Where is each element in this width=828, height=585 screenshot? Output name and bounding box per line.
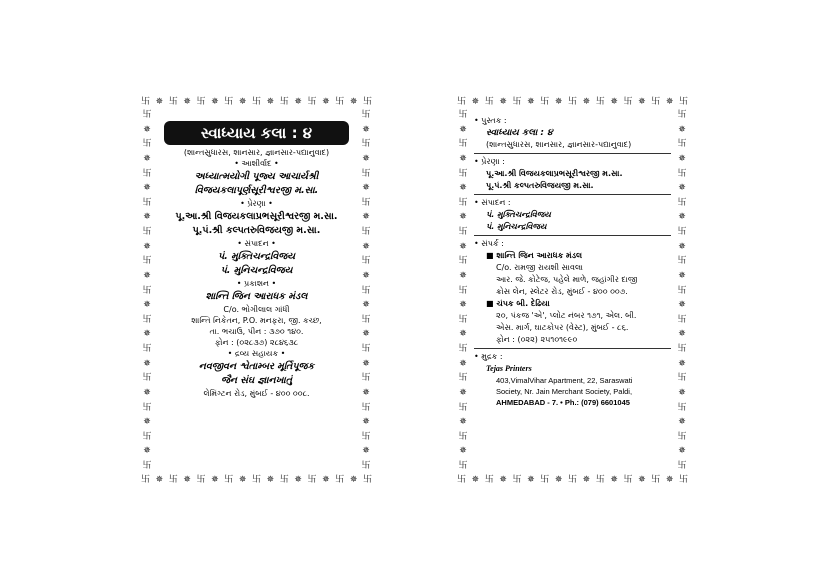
star-ornament-icon: ✵ — [362, 417, 370, 428]
editing-heading: • સંપાદન : — [474, 198, 511, 207]
star-ornament-icon: ✵ — [143, 212, 151, 223]
editor-1: પં. મુક્તિચન્દ્રવિજય — [217, 251, 296, 262]
star-ornament-icon: ✵ — [143, 241, 151, 252]
star-ornament-icon: ✵ — [678, 270, 686, 281]
star-ornament-icon: ✵ — [554, 474, 563, 485]
swastika-ornament-icon: 卐 — [142, 197, 152, 208]
ornament-border-right — [675, 111, 689, 471]
star-ornament-icon: ✵ — [143, 417, 151, 428]
swastika-ornament-icon: 卐 — [456, 474, 466, 485]
swastika-ornament-icon: 卐 — [361, 227, 371, 237]
swastika-ornament-icon: 卐 — [677, 285, 687, 296]
contact-1-line-1: C/o. રામજી રાયશી સાવલા — [496, 263, 583, 272]
ornament-border-left — [456, 111, 470, 471]
swastika-ornament-icon: 卐 — [677, 373, 687, 384]
printer-heading: • મુદ્રક : — [474, 352, 503, 361]
swastika-ornament-icon: 卐 — [677, 256, 687, 267]
star-ornament-icon: ✵ — [211, 474, 219, 485]
swastika-ornament-icon: 卐 — [458, 285, 468, 296]
swastika-ornament-icon: 卐 — [362, 96, 372, 107]
swastika-ornament-icon: 卐 — [623, 96, 633, 107]
star-ornament-icon: ✵ — [459, 387, 467, 398]
ornament-border-left — [140, 111, 154, 471]
ornament-border-top — [140, 95, 373, 109]
divider — [474, 348, 671, 349]
swastika-ornament-icon: 卐 — [458, 227, 468, 237]
star-ornament-icon: ✵ — [527, 96, 535, 107]
star-ornament-icon: ✵ — [349, 96, 358, 107]
star-ornament-icon: ✵ — [143, 329, 151, 340]
star-ornament-icon: ✵ — [294, 96, 302, 107]
star-ornament-icon: ✵ — [143, 153, 151, 164]
star-ornament-icon: ✵ — [362, 270, 370, 281]
star-ornament-icon: ✵ — [362, 153, 370, 164]
swastika-ornament-icon: 卐 — [678, 474, 688, 485]
swastika-ornament-icon: 卐 — [361, 344, 371, 354]
printer-name: Tejas Printers — [486, 364, 532, 373]
star-ornament-icon: ✵ — [143, 446, 151, 457]
swastika-ornament-icon: 卐 — [595, 96, 605, 107]
star-ornament-icon: ✵ — [678, 446, 686, 457]
book-subtitle: (શાન્તસુધારસ, શાનસાર, જ્ઞાનસાર-પદ્યાનુવાદ) — [486, 140, 632, 149]
star-ornament-icon: ✵ — [362, 124, 370, 135]
publisher-name: શાન્તિ જિન આરાધક મંડલ — [205, 291, 308, 302]
divider — [474, 153, 671, 154]
star-ornament-icon: ✵ — [266, 96, 275, 107]
right-page — [456, 95, 689, 487]
star-ornament-icon: ✵ — [143, 124, 151, 135]
donor-line-1: નવજીવન શ્વેતામ્બર મૂર્તિપૂજક — [198, 361, 315, 372]
contact-1-line-3: ક્રોસ લેન, સ્લેટર રોડ, મુંબઈ - ૪૦૦ ૦૦૭. — [496, 287, 628, 296]
publisher-address-2: શાન્તિ નિકેતન, P.O. મનફરા, જી. કચ્છ, — [191, 316, 322, 325]
star-ornament-icon: ✵ — [554, 96, 563, 107]
ornament-border-bottom — [456, 473, 689, 487]
swastika-ornament-icon: 卐 — [458, 461, 468, 471]
swastika-ornament-icon: 卐 — [142, 168, 152, 179]
star-ornament-icon: ✵ — [143, 387, 151, 398]
swastika-ornament-icon: 卐 — [196, 96, 206, 107]
star-ornament-icon: ✵ — [459, 153, 467, 164]
star-ornament-icon: ✵ — [362, 329, 370, 340]
donor-line-2: જૈન સંઘ જ્ઞાનખાતું — [220, 375, 293, 386]
star-ornament-icon: ✵ — [678, 300, 686, 311]
swastika-ornament-icon: 卐 — [484, 96, 494, 107]
swastika-ornament-icon: 卐 — [458, 110, 468, 120]
star-ornament-icon: ✵ — [459, 270, 467, 281]
swastika-ornament-icon: 卐 — [458, 431, 468, 442]
star-ornament-icon: ✵ — [471, 474, 480, 485]
swastika-ornament-icon: 卐 — [279, 474, 289, 485]
swastika-ornament-icon: 卐 — [335, 474, 345, 485]
ornament-border-right — [359, 111, 373, 471]
contact-1-line-2: આર. જે. કોટેજ, પહેલે માળે, જહાંગીર દાજી — [496, 275, 638, 284]
star-ornament-icon: ✵ — [143, 183, 151, 194]
swastika-ornament-icon: 卐 — [251, 96, 261, 107]
publisher-phone: ફોન : (૦૨૮૩૭) ૨૮૪૬૩૮ — [214, 338, 299, 347]
star-ornament-icon: ✵ — [322, 96, 330, 107]
swastika-ornament-icon: 卐 — [224, 96, 234, 107]
swastika-ornament-icon: 卐 — [677, 110, 687, 120]
ornament-border-bottom — [140, 473, 373, 487]
blessing-heading: • આશીર્વાદ • — [234, 159, 279, 168]
swastika-ornament-icon: 卐 — [458, 373, 468, 384]
swastika-ornament-icon: 卐 — [677, 402, 687, 413]
star-ornament-icon: ✵ — [349, 474, 358, 485]
printer-city-phone: AHMEDABAD - 7. • Ph.: (079) 6601045 — [496, 398, 630, 407]
star-ornament-icon: ✵ — [211, 96, 219, 107]
swastika-ornament-icon: 卐 — [361, 110, 371, 120]
star-ornament-icon: ✵ — [459, 241, 467, 252]
left-page — [140, 95, 373, 487]
swastika-ornament-icon: 卐 — [224, 474, 234, 485]
editing-heading: • સંપાદન • — [237, 239, 276, 248]
swastika-ornament-icon: 卐 — [361, 139, 371, 150]
star-ornament-icon: ✵ — [322, 474, 330, 485]
swastika-ornament-icon: 卐 — [677, 461, 687, 471]
star-ornament-icon: ✵ — [678, 124, 686, 135]
blessing-line-2: વિજયકલાપૂર્ણસૂરીશ્વરજી મ.સા. — [194, 185, 319, 196]
swastika-ornament-icon: 卐 — [651, 474, 661, 485]
swastika-ornament-icon: 卐 — [142, 285, 152, 296]
star-ornament-icon: ✵ — [238, 96, 247, 107]
star-ornament-icon: ✵ — [143, 270, 151, 281]
star-ornament-icon: ✵ — [665, 96, 674, 107]
book-title: સ્વાધ્યાય કલા : ૪ — [164, 121, 349, 145]
swastika-ornament-icon: 卐 — [335, 96, 345, 107]
star-ornament-icon: ✵ — [155, 474, 164, 485]
swastika-ornament-icon: 卐 — [196, 474, 206, 485]
star-ornament-icon: ✵ — [678, 153, 686, 164]
star-ornament-icon: ✵ — [582, 96, 591, 107]
star-ornament-icon: ✵ — [499, 474, 507, 485]
printer-address-1: 403,VimalVihar Apartment, 22, Saraswati — [496, 376, 633, 385]
star-ornament-icon: ✵ — [143, 300, 151, 311]
donor-address: લેમિંગ્ટન રોડ, મુંબઈ - ૪૦૦ ૦૦૮. — [203, 389, 310, 398]
star-ornament-icon: ✵ — [362, 446, 370, 457]
divider — [474, 235, 671, 236]
star-ornament-icon: ✵ — [459, 183, 467, 194]
star-ornament-icon: ✵ — [362, 241, 370, 252]
swastika-ornament-icon: 卐 — [361, 373, 371, 384]
inspiration-heading: • પ્રેરણા : — [474, 157, 505, 166]
star-ornament-icon: ✵ — [362, 358, 370, 369]
publisher-address-1: C/o. ભોગીલાલ ગાંધી — [223, 305, 290, 314]
star-ornament-icon: ✵ — [459, 124, 467, 135]
inspiration-line-2: પૂ.પં.શ્રી કલ્પતરુવિજયજી મ.સા. — [486, 181, 594, 190]
inspiration-line-1: પૂ.આ.શ્રી વિજયકલાપ્રભસૂરીશ્વરજી મ.સા. — [486, 169, 623, 178]
swastika-ornament-icon: 卐 — [458, 314, 468, 325]
swastika-ornament-icon: 卐 — [677, 314, 687, 325]
star-ornament-icon: ✵ — [678, 387, 686, 398]
swastika-ornament-icon: 卐 — [361, 402, 371, 413]
printer-address-2: Society, Nr. Jain Merchant Society, Paldi, — [496, 387, 633, 396]
star-ornament-icon: ✵ — [678, 358, 686, 369]
donor-heading: • દ્રવ્ય સહાયક • — [227, 349, 286, 358]
swastika-ornament-icon: 卐 — [540, 474, 550, 485]
swastika-ornament-icon: 卐 — [458, 197, 468, 208]
swastika-ornament-icon: 卐 — [456, 96, 466, 107]
editor-2: પં. મુનિચન્દ્રવિજય — [220, 265, 293, 276]
swastika-ornament-icon: 卐 — [458, 256, 468, 267]
swastika-ornament-icon: 卐 — [142, 139, 152, 150]
swastika-ornament-icon: 卐 — [142, 461, 152, 471]
swastika-ornament-icon: 卐 — [458, 402, 468, 413]
blessing-line-1: અધ્યાત્મયોગી પૂજ્ય આચાર્યશ્રી — [194, 171, 319, 182]
star-ornament-icon: ✵ — [362, 387, 370, 398]
editor-1: પં. મુક્તિચન્દ્રવિજય — [486, 210, 551, 219]
swastika-ornament-icon: 卐 — [623, 474, 633, 485]
contact-heading: • સંપર્ક : — [474, 239, 504, 248]
star-ornament-icon: ✵ — [238, 474, 247, 485]
swastika-ornament-icon: 卐 — [458, 344, 468, 354]
swastika-ornament-icon: 卐 — [279, 96, 289, 107]
swastika-ornament-icon: 卐 — [361, 461, 371, 471]
star-ornament-icon: ✵ — [638, 474, 646, 485]
swastika-ornament-icon: 卐 — [361, 168, 371, 179]
swastika-ornament-icon: 卐 — [677, 197, 687, 208]
swastika-ornament-icon: 卐 — [567, 474, 577, 485]
contact-org-2: ■ ચંપક બી. દેઢિયા — [486, 299, 550, 308]
star-ornament-icon: ✵ — [155, 96, 164, 107]
star-ornament-icon: ✵ — [362, 300, 370, 311]
swastika-ornament-icon: 卐 — [142, 373, 152, 384]
swastika-ornament-icon: 卐 — [140, 474, 150, 485]
star-ornament-icon: ✵ — [183, 474, 191, 485]
star-ornament-icon: ✵ — [459, 446, 467, 457]
swastika-ornament-icon: 卐 — [142, 256, 152, 267]
swastika-ornament-icon: 卐 — [140, 96, 150, 107]
star-ornament-icon: ✵ — [582, 474, 591, 485]
swastika-ornament-icon: 卐 — [142, 314, 152, 325]
publisher-address-3: તા. ભચાઉ, પીન : ૩૭૦ ૧૪૦. — [209, 327, 304, 336]
publisher-heading: • પ્રકાશન • — [236, 279, 277, 288]
swastika-ornament-icon: 卐 — [307, 96, 317, 107]
swastika-ornament-icon: 卐 — [458, 168, 468, 179]
swastika-ornament-icon: 卐 — [540, 96, 550, 107]
star-ornament-icon: ✵ — [638, 96, 646, 107]
swastika-ornament-icon: 卐 — [458, 139, 468, 150]
swastika-ornament-icon: 卐 — [142, 227, 152, 237]
star-ornament-icon: ✵ — [459, 417, 467, 428]
star-ornament-icon: ✵ — [665, 474, 674, 485]
swastika-ornament-icon: 卐 — [362, 474, 372, 485]
book-subtitle: (શાન્તસુધારસ, શાનસાર, જ્ઞાનસાર-પદ્યાનુવાદ) — [183, 148, 330, 157]
swastika-ornament-icon: 卐 — [168, 96, 178, 107]
swastika-ornament-icon: 卐 — [361, 314, 371, 325]
swastika-ornament-icon: 卐 — [361, 285, 371, 296]
swastika-ornament-icon: 卐 — [142, 110, 152, 120]
swastika-ornament-icon: 卐 — [168, 474, 178, 485]
book-title: સ્વાધ્યાય કલા : ૪ — [486, 128, 553, 138]
star-ornament-icon: ✵ — [294, 474, 302, 485]
swastika-ornament-icon: 卐 — [361, 431, 371, 442]
swastika-ornament-icon: 卐 — [361, 197, 371, 208]
star-ornament-icon: ✵ — [459, 358, 467, 369]
swastika-ornament-icon: 卐 — [142, 402, 152, 413]
star-ornament-icon: ✵ — [678, 183, 686, 194]
swastika-ornament-icon: 卐 — [595, 474, 605, 485]
star-ornament-icon: ✵ — [459, 329, 467, 340]
divider — [474, 194, 671, 195]
swastika-ornament-icon: 卐 — [512, 96, 522, 107]
book-heading: • પુસ્તક : — [474, 116, 507, 125]
swastika-ornament-icon: 卐 — [484, 474, 494, 485]
swastika-ornament-icon: 卐 — [567, 96, 577, 107]
contact-org-1: ■ શાન્તિ જિન આરાધક મંડલ — [486, 251, 583, 260]
star-ornament-icon: ✵ — [459, 300, 467, 311]
star-ornament-icon: ✵ — [499, 96, 507, 107]
star-ornament-icon: ✵ — [678, 212, 686, 223]
swastika-ornament-icon: 卐 — [677, 139, 687, 150]
inspiration-line-1: પૂ.આ.શ્રી વિજયકલાપ્રભસૂરીશ્વરજી મ.સા. — [175, 211, 338, 222]
star-ornament-icon: ✵ — [471, 96, 480, 107]
star-ornament-icon: ✵ — [266, 474, 275, 485]
contact-2-line-2: એસ. માર્ગ, ઘાટકોપર (વેસ્ટ), મુંબઈ - ૮૬. — [496, 323, 629, 332]
swastika-ornament-icon: 卐 — [512, 474, 522, 485]
star-ornament-icon: ✵ — [610, 96, 618, 107]
star-ornament-icon: ✵ — [143, 358, 151, 369]
editor-2: પં. મુનિચન્દ્રવિજય — [486, 222, 547, 231]
swastika-ornament-icon: 卐 — [251, 474, 261, 485]
swastika-ornament-icon: 卐 — [142, 431, 152, 442]
contact-2-phone: ફોન : (૦૨૨) ૨૫૧૦૧૯૯૦ — [496, 335, 578, 344]
swastika-ornament-icon: 卐 — [361, 256, 371, 267]
swastika-ornament-icon: 卐 — [677, 227, 687, 237]
swastika-ornament-icon: 卐 — [142, 344, 152, 354]
swastika-ornament-icon: 卐 — [677, 168, 687, 179]
star-ornament-icon: ✵ — [362, 183, 370, 194]
inspiration-line-2: પૂ.પં.શ્રી કલ્પતરુવિજયજી મ.સા. — [192, 225, 321, 236]
star-ornament-icon: ✵ — [183, 96, 191, 107]
star-ornament-icon: ✵ — [678, 329, 686, 340]
swastika-ornament-icon: 卐 — [678, 96, 688, 107]
swastika-ornament-icon: 卐 — [307, 474, 317, 485]
star-ornament-icon: ✵ — [678, 417, 686, 428]
star-ornament-icon: ✵ — [610, 474, 618, 485]
star-ornament-icon: ✵ — [527, 474, 535, 485]
ornament-border-top — [456, 95, 689, 109]
star-ornament-icon: ✵ — [459, 212, 467, 223]
swastika-ornament-icon: 卐 — [677, 344, 687, 354]
swastika-ornament-icon: 卐 — [677, 431, 687, 442]
contact-2-line-1: ૨૦, પંકજ 'એ', પ્લોટ નંબર ૧૭૧, એલ. બી. — [496, 311, 637, 320]
star-ornament-icon: ✵ — [362, 212, 370, 223]
swastika-ornament-icon: 卐 — [651, 96, 661, 107]
inspiration-heading: • પ્રેરણા • — [240, 199, 273, 208]
star-ornament-icon: ✵ — [678, 241, 686, 252]
